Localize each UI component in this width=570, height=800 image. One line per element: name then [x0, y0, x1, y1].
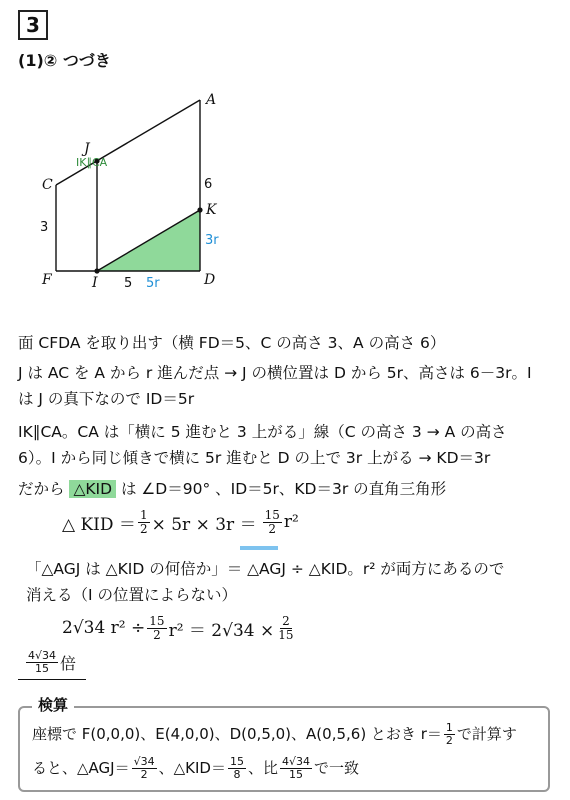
- length-fi: 5: [124, 276, 133, 291]
- check-line-2: [32, 756, 359, 780]
- fraction-fifteen-halves: [147, 615, 166, 641]
- fraction-numerator: 15: [149, 614, 165, 628]
- answer-suffix: 倍: [60, 653, 77, 673]
- problem-number: 3: [18, 10, 48, 40]
- label-k: K: [206, 202, 217, 218]
- fraction-denominator: 2: [140, 767, 148, 781]
- fraction-numerator: √34: [133, 755, 155, 768]
- formula1-tail: r²: [283, 512, 299, 533]
- fraction-denominator: 15: [288, 767, 303, 781]
- fraction-numerator: 4√34: [28, 649, 57, 662]
- fraction-numerator: 15: [264, 508, 280, 522]
- check-kid-label: 、△KID＝: [158, 759, 226, 778]
- fraction-one-half: [138, 509, 150, 535]
- fraction-agj: [132, 756, 157, 780]
- edge-ca: [56, 100, 200, 185]
- point-k: [197, 207, 202, 212]
- fraction-two-fifteenths: [276, 615, 295, 641]
- fraction-numerator: 15: [229, 755, 244, 768]
- answer-underline: [18, 679, 86, 680]
- text-line-1: 面 CFDA を取り出す（横 FD＝5、C の高さ 3、A の高さ 6）: [18, 334, 446, 352]
- fraction-denominator: 15: [278, 627, 294, 642]
- label-a: A: [206, 92, 217, 108]
- length-ak: 6: [204, 177, 213, 192]
- fraction-denominator: 8: [233, 767, 241, 781]
- fraction-ratio: [280, 756, 312, 780]
- check-title: 検算: [32, 694, 74, 715]
- fraction-fifteen-halves: [263, 509, 282, 535]
- fraction-numerator: 4√34: [281, 755, 310, 768]
- parallel-annotation: IK∥CA: [76, 156, 108, 169]
- check-compute: で計算す: [456, 725, 517, 744]
- label-i: I: [92, 275, 98, 291]
- text-line-8: 消える（I の位置によらない）: [26, 586, 237, 604]
- text-right-triangle: は ∠D＝90° 、ID＝5r、KD＝3r の直角三角形: [120, 480, 447, 498]
- text-line-2: J は AC を A から r 進んだ点 → J の横位置は D から 5r、高さは 6－3r。I: [18, 364, 532, 382]
- label-f: F: [42, 272, 52, 288]
- length-id: 5r: [146, 276, 160, 291]
- length-cf: 3: [40, 220, 49, 235]
- fraction-kid: [228, 756, 246, 780]
- formula2-a: 2√34 r² ÷: [62, 618, 146, 639]
- area-kid-formula: [62, 509, 299, 535]
- formula2-b: r² ＝ 2√34 ×: [168, 620, 275, 641]
- point-i: [94, 268, 99, 273]
- fraction-numerator: 2: [282, 614, 290, 628]
- text-line-6: [18, 477, 446, 501]
- check-ratio-label: 、比: [247, 759, 278, 778]
- ratio-formula: [62, 615, 298, 641]
- fraction-numerator: 1: [445, 721, 453, 734]
- text-line-3: は J の真下なので ID＝5r: [18, 390, 195, 408]
- label-d: D: [204, 272, 216, 288]
- text-line-5: 6）。I から同じ傾きで横に 5r 進むと D の上で 3r 上がる → KD＝3r: [18, 449, 491, 467]
- text-line-4: IK∥CA。CA は「横に 5 進むと 3 上がる」線（C の高さ 3 → A の高さ: [18, 423, 507, 441]
- label-j: J: [84, 141, 90, 157]
- answer: [24, 650, 76, 674]
- check-match: で一致: [314, 759, 360, 778]
- section-heading: (1)② つづき: [18, 51, 111, 70]
- triangle-kid-highlight: △KID: [69, 480, 116, 498]
- check-agj-label: ると、△AGJ＝: [32, 759, 130, 778]
- formula1-lhs: △ KID ＝: [62, 514, 136, 535]
- fraction-numerator: 1: [139, 508, 148, 522]
- fraction-denominator: 2: [139, 521, 148, 536]
- formula1-mid: × 5r × 3r ＝: [151, 514, 257, 535]
- label-c: C: [42, 177, 53, 193]
- length-kd: 3r: [205, 233, 219, 248]
- text-because: だから: [18, 480, 65, 498]
- check-line-1: [32, 722, 517, 746]
- result-underline: [240, 546, 278, 550]
- fraction-denominator: 2: [445, 733, 453, 747]
- fraction-denominator: 2: [153, 627, 161, 642]
- check-coordinates: 座標で F(0,0,0)、E(4,0,0)、D(0,5,0)、A(0,5,6) とおき r＝: [32, 725, 442, 744]
- fraction-r-value: [444, 722, 455, 746]
- fraction-denominator: 2: [268, 521, 277, 536]
- text-line-7: 「△AGJ は △KID の何倍か」＝ △AGJ ÷ △KID。r² が両方にあるので: [26, 560, 505, 578]
- fraction-denominator: 15: [35, 661, 49, 675]
- answer-fraction: [26, 650, 58, 674]
